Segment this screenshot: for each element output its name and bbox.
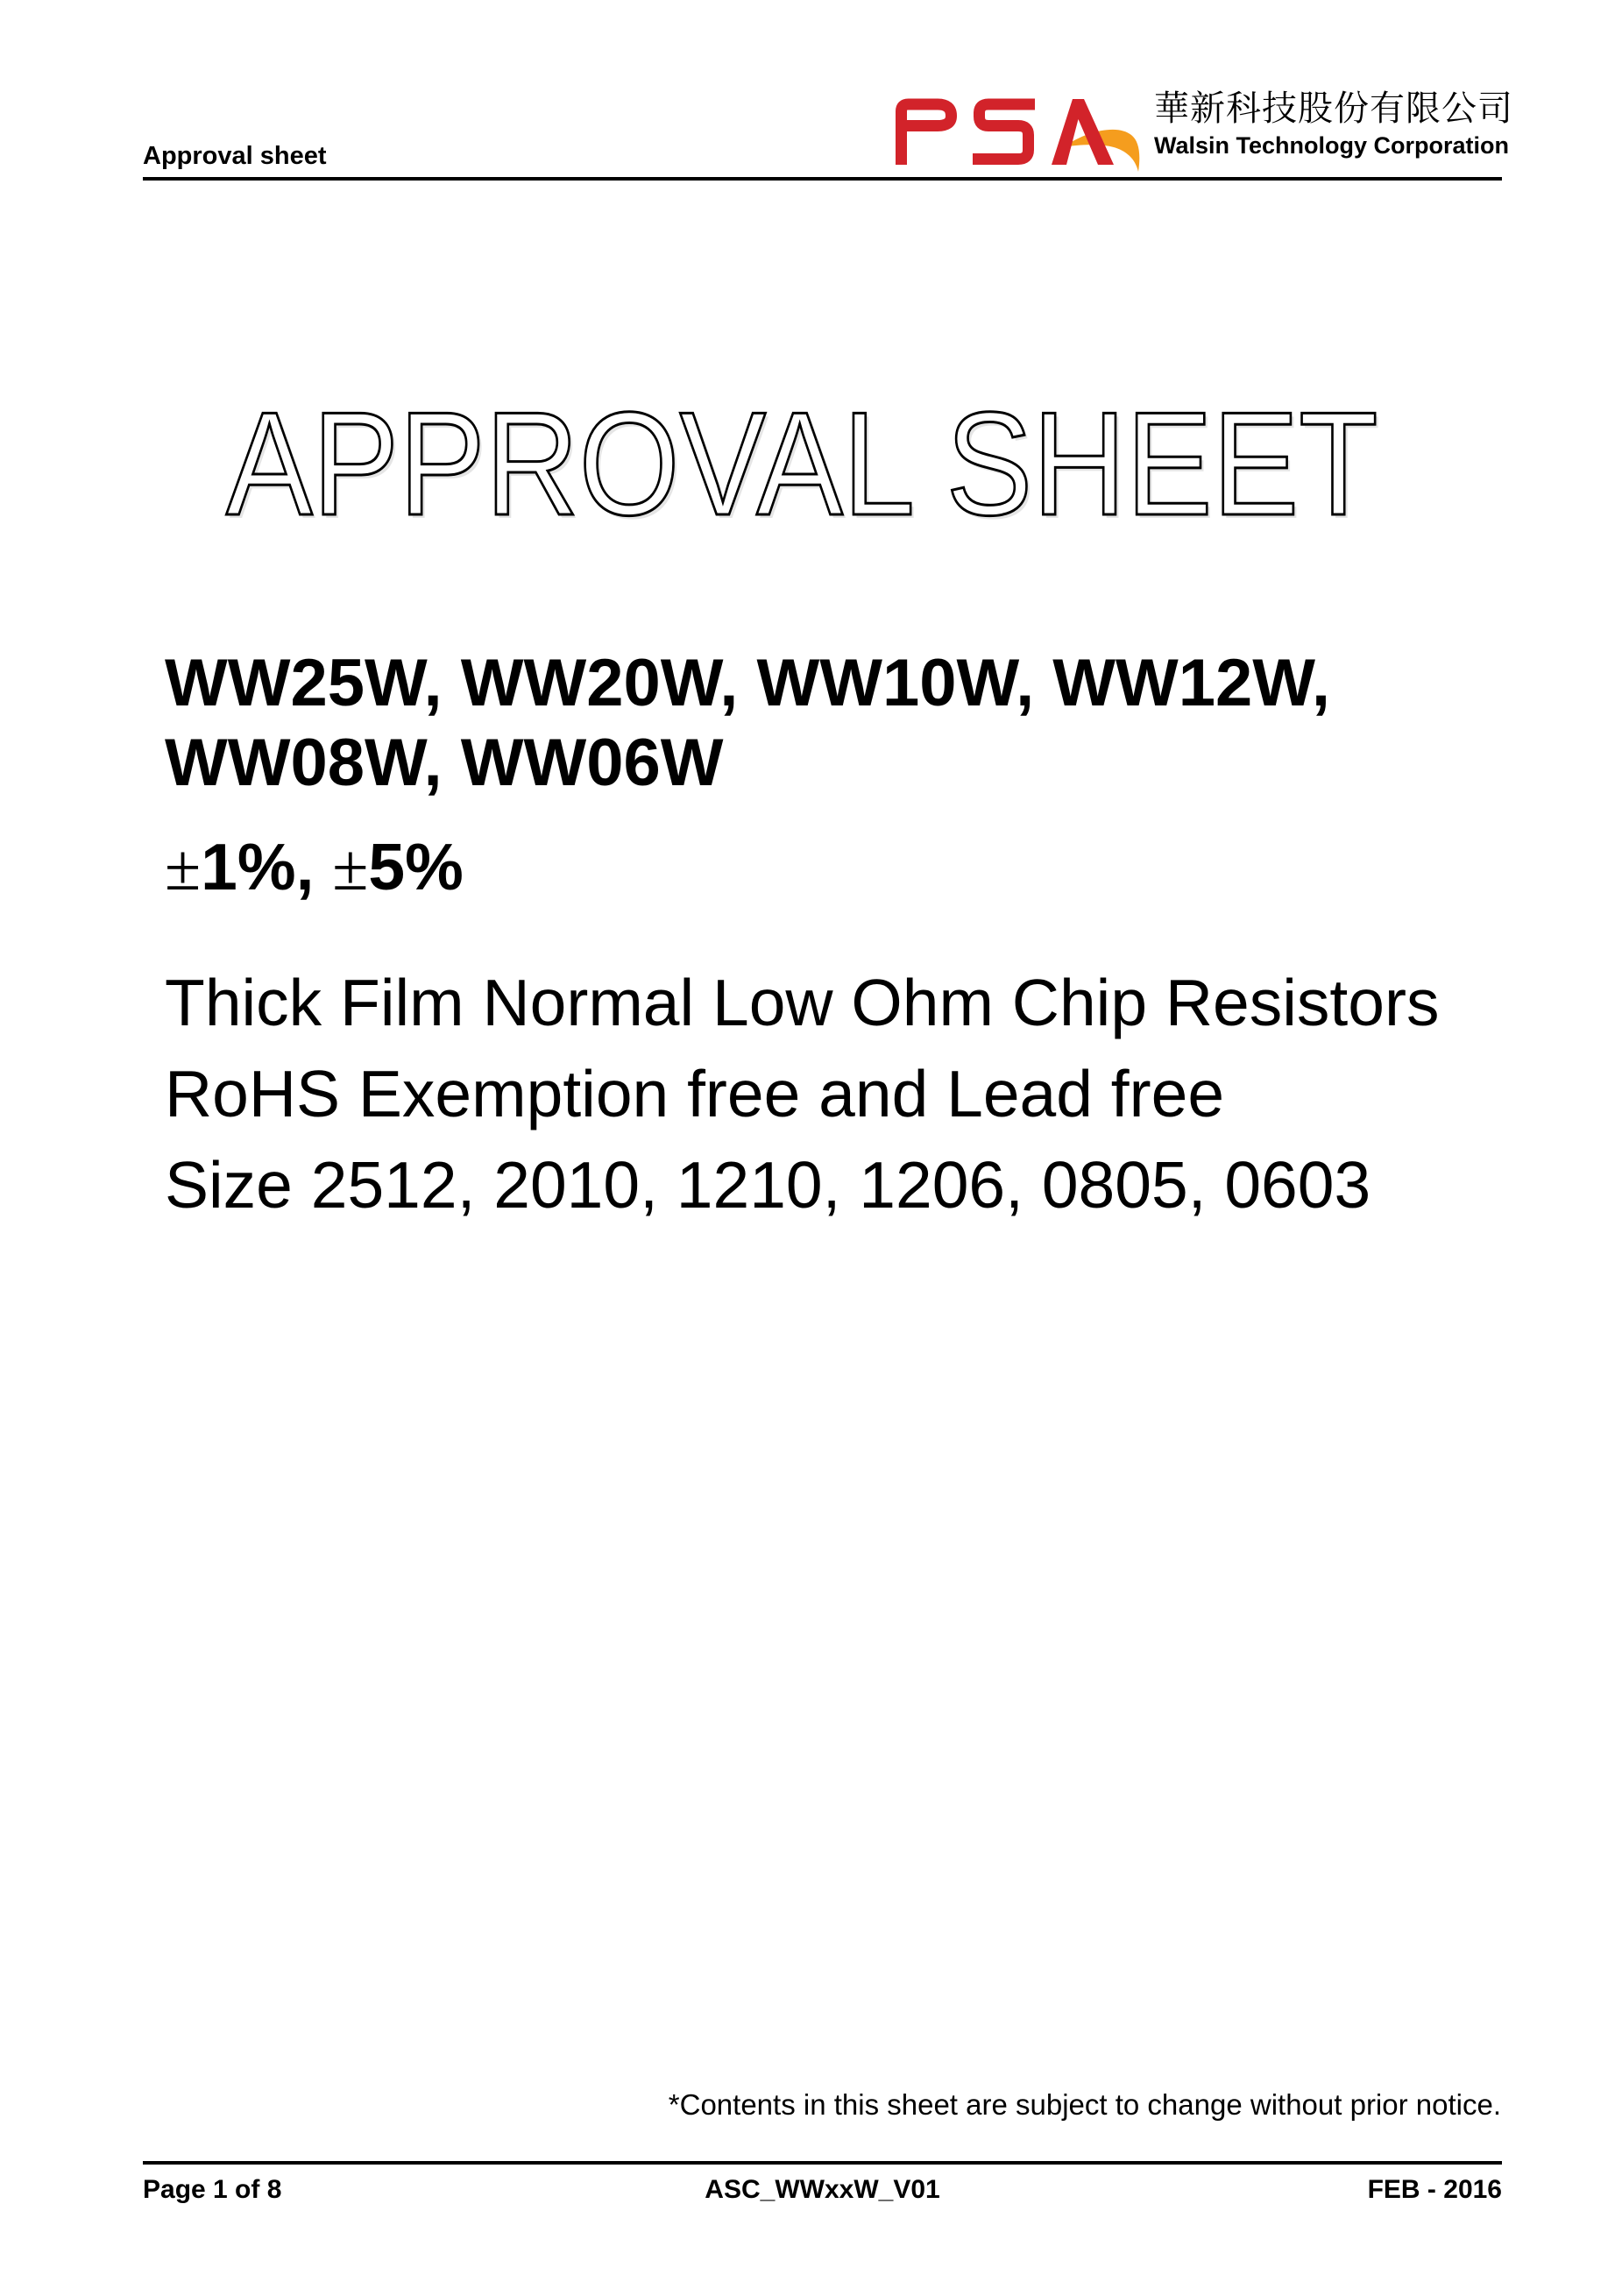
psa-letter-p <box>902 104 952 165</box>
description-line: Thick Film Normal Low Ohm Chip Resistors <box>165 966 1440 1039</box>
change-notice: *Contents in this sheet are subject to change without prior notice. <box>668 2088 1501 2121</box>
footer-page-number: Page 1 of 8 <box>143 2175 282 2204</box>
footer-date: FEB - 2016 <box>1367 2175 1502 2204</box>
tolerance-value-2: 5% <box>368 830 464 904</box>
tolerance-value-1: 1%, <box>201 830 333 904</box>
header-rule <box>143 177 1502 181</box>
plus-minus-sign: ± <box>165 832 202 904</box>
product-description <box>165 957 1439 1230</box>
psa-logo <box>885 86 1148 184</box>
company-name-zh: 華新科技股份有限公司 <box>1154 89 1513 128</box>
header-title: Approval sheet <box>143 142 327 170</box>
description-line: Size 2512, 2010, 1210, 1206, 0805, 0603 <box>165 1148 1371 1222</box>
watermark-title: APPROVAL SHEET <box>226 381 1378 546</box>
plus-minus-sign: ± <box>332 832 369 904</box>
description-line: RoHS Exemption free and Lead free <box>165 1057 1225 1130</box>
tolerance-text <box>165 827 464 908</box>
footer-rule <box>143 2161 1502 2165</box>
product-series <box>165 643 1330 803</box>
footer-doc-code: ASC_WWxxW_V01 <box>705 2175 940 2204</box>
company-name-en: Walsin Technology Corporation <box>1154 132 1509 159</box>
product-series-line-2: WW08W, WW06W <box>165 726 724 800</box>
psa-letter-s <box>973 104 1035 159</box>
product-series-line-1: WW25W, WW20W, WW10W, WW12W, <box>165 646 1330 720</box>
footer <box>143 2174 1502 2206</box>
